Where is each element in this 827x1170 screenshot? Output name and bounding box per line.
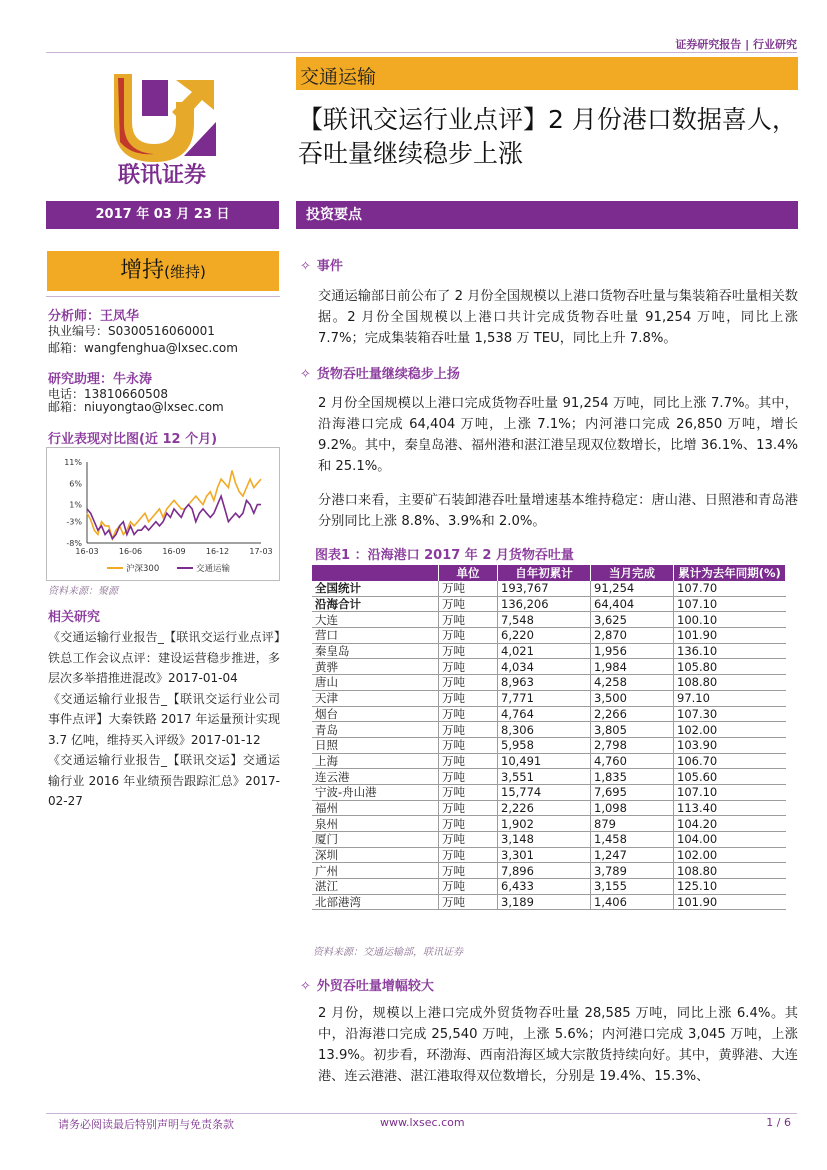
table-cell: 万吨 <box>439 784 498 800</box>
analyst-email[interactable]: 邮箱：wangfenghua@lxsec.com <box>48 341 238 355</box>
table-cell: 深圳 <box>312 847 439 863</box>
table-cell: 3,301 <box>498 847 591 863</box>
footer-divider <box>46 1113 797 1114</box>
table-cell: 营口 <box>312 628 439 644</box>
y-tick-label: 11% <box>64 458 82 467</box>
page-number: 1 / 6 <box>766 1116 791 1129</box>
table-cell: 泉州 <box>312 816 439 832</box>
report-date: 2017 年 03 月 23 日 <box>46 201 279 229</box>
table-cell: 万吨 <box>439 596 498 612</box>
table-cell: 全国统计 <box>312 581 439 596</box>
table-cell: 7,548 <box>498 612 591 628</box>
table-cell: 万吨 <box>439 643 498 659</box>
table-cell: 5,958 <box>498 737 591 753</box>
table-cell: 64,404 <box>591 596 674 612</box>
table-row <box>312 737 786 753</box>
table-row <box>312 784 786 800</box>
section-bar <box>296 201 798 229</box>
logo-purple-block <box>142 80 168 116</box>
table-row <box>312 675 786 691</box>
table-cell: 3,148 <box>498 832 591 848</box>
table-cell: 101.90 <box>674 894 786 910</box>
port-throughput-table <box>312 565 786 910</box>
table-cell: 万吨 <box>439 863 498 879</box>
table-cell: 3,805 <box>591 722 674 738</box>
table-cell: 1,902 <box>498 816 591 832</box>
table-cell: 2,266 <box>591 706 674 722</box>
table-cell: 1,406 <box>591 894 674 910</box>
table-cell: 北部港湾 <box>312 894 439 910</box>
table-cell: 107.10 <box>674 784 786 800</box>
table-row <box>312 659 786 675</box>
table-cell: 91,254 <box>591 581 674 596</box>
table-cell: 唐山 <box>312 675 439 691</box>
logo-company-name: 联讯证券 <box>117 163 207 188</box>
table-row <box>312 863 786 879</box>
y-tick-label: -3% <box>66 517 82 527</box>
table-cell: 107.70 <box>674 581 786 596</box>
sector-bar <box>296 57 798 90</box>
table-cell: 2,798 <box>591 737 674 753</box>
table-cell: 102.00 <box>674 847 786 863</box>
diamond-icon: ✧ <box>300 259 311 274</box>
table-cell: 厦门 <box>312 832 439 848</box>
table-row <box>312 596 786 612</box>
table-cell: 沿海合计 <box>312 596 439 612</box>
table-cell: 万吨 <box>439 800 498 816</box>
event-heading: ✧ 事件 <box>300 259 343 274</box>
table-cell: 烟台 <box>312 706 439 722</box>
table-cell: 105.60 <box>674 769 786 785</box>
cargo-paragraph-1: 2 月份全国规模以上港口完成货物吞吐量 91,254 万吨，同比上涨 7.7%。其中，沿海港口完成 64,404 万吨，上涨 7.1%；内河港口完成 26,850 万吨，增长 9.2%。其中，秦皇岛港、福州港和湛江港呈现双位数增长，比增 36.1%、13.4%和 25.1%。 <box>318 396 798 474</box>
table-row <box>312 800 786 816</box>
y-tick-label: 1% <box>69 500 82 510</box>
related-title: 相关研究 <box>48 610 101 625</box>
table-cell: 万吨 <box>439 847 498 863</box>
table-cell: 青岛 <box>312 722 439 738</box>
table-cell: 7,695 <box>591 784 674 800</box>
table-cell: 4,764 <box>498 706 591 722</box>
table-cell: 6,220 <box>498 628 591 644</box>
legend-label: 沪深300 <box>126 564 160 574</box>
diamond-icon: ✧ <box>300 979 311 994</box>
event-paragraph: 交通运输部日前公布了 2 月份全国规模以上港口货物吞吐量与集装箱吞吐量相关数据。2 月份全国规模以上港口共计完成货物吞吐量 91,254 万吨，同比上涨 7.7%；完成集装箱吞吐量 1,538 万 TEU，同比上升 7.8%。 <box>318 289 798 346</box>
table-cell: 秦皇岛 <box>312 643 439 659</box>
x-tick-label: 16-12 <box>205 547 230 556</box>
related-item[interactable]: 《交通运输行业报告_【联讯交运行业公司事件点评】大秦铁路 2017 年运量预计实现 3.7 亿吨，维持买入评级》2017-01-12 <box>48 691 280 747</box>
table-cell: 3,500 <box>591 690 674 706</box>
foreign-heading: ✧ 外贸吞吐量增幅较大 <box>300 979 434 994</box>
table-cell: 6,433 <box>498 879 591 895</box>
table-cell: 108.80 <box>674 863 786 879</box>
table-row <box>312 722 786 738</box>
table-cell: 105.80 <box>674 659 786 675</box>
column-header: 累计为去年同期(%) <box>674 565 786 581</box>
assistant-phone: 电话：13810660508 <box>48 387 168 401</box>
table-cell: 101.90 <box>674 628 786 644</box>
table-cell: 万吨 <box>439 737 498 753</box>
table-cell: 万吨 <box>439 894 498 910</box>
table-title: 图表1 ：沿海港口 2017 年 2 月货物吞吐量 <box>315 548 574 563</box>
column-header: 自年初累计 <box>498 565 591 581</box>
table-row <box>312 643 786 659</box>
footer-disclaimer[interactable]: 请务必阅读最后特别声明与免责条款 <box>58 1118 234 1131</box>
table-cell: 107.30 <box>674 706 786 722</box>
table-row <box>312 847 786 863</box>
table-row <box>312 753 786 769</box>
column-header: 当月完成 <box>591 565 674 581</box>
y-tick-label: -8% <box>66 539 82 548</box>
table-cell: 1,984 <box>591 659 674 675</box>
column-header <box>312 565 439 581</box>
table-cell: 万吨 <box>439 769 498 785</box>
sector-label: 交通运输 <box>300 66 377 88</box>
footer-website[interactable]: www.lxsec.com <box>380 1116 465 1129</box>
analyst-name: 分析师：王凤华 <box>48 309 140 324</box>
table-cell: 3,551 <box>498 769 591 785</box>
table-cell: 4,021 <box>498 643 591 659</box>
table-cell: 4,760 <box>591 753 674 769</box>
table-cell: 1,098 <box>591 800 674 816</box>
table-cell: 136.10 <box>674 643 786 659</box>
table-cell: 万吨 <box>439 612 498 628</box>
table-cell: 3,789 <box>591 863 674 879</box>
table-cell: 8,306 <box>498 722 591 738</box>
cargo-paragraph-2: 分港口来看，主要矿石装卸港吞吐量增速基本维持稳定：唐山港、日照港和青岛港分别同比上涨 8.8%、3.9%和 2.0%。 <box>318 493 798 529</box>
table-cell: 136,206 <box>498 596 591 612</box>
table-cell: 黄骅 <box>312 659 439 675</box>
assistant-email[interactable]: 邮箱：niuyongtao@lxsec.com <box>48 400 224 414</box>
series-line-transport <box>87 496 261 539</box>
x-tick-label: 16-03 <box>75 547 99 556</box>
analyst-cert: 执业编号：S0300516060001 <box>48 324 215 338</box>
table-cell: 宁波-舟山港 <box>312 784 439 800</box>
table-cell: 2,226 <box>498 800 591 816</box>
table-cell: 万吨 <box>439 879 498 895</box>
table-cell: 3,189 <box>498 894 591 910</box>
table-cell: 1,835 <box>591 769 674 785</box>
table-cell: 福州 <box>312 800 439 816</box>
company-logo <box>92 62 232 188</box>
table-cell: 4,034 <box>498 659 591 675</box>
rating-sub: (维持) <box>164 263 206 281</box>
table-cell: 万吨 <box>439 816 498 832</box>
assistant-name: 研究助理：牛永涛 <box>48 372 153 387</box>
table-cell: 193,767 <box>498 581 591 596</box>
table-cell: 广州 <box>312 863 439 879</box>
table-cell: 万吨 <box>439 690 498 706</box>
rating-divider <box>46 296 280 297</box>
table-cell: 7,896 <box>498 863 591 879</box>
table-cell: 万吨 <box>439 753 498 769</box>
related-item[interactable]: 《交通运输行业报告_【联讯交运行业点评】铁总工作会议点评：建设运营稳步推进，多层次多举措推进混改》2017-01-04 <box>48 630 280 685</box>
table-cell: 上海 <box>312 753 439 769</box>
table-cell: 879 <box>591 816 674 832</box>
table-row <box>312 581 786 596</box>
rating-box <box>47 251 279 291</box>
table-cell: 15,774 <box>498 784 591 800</box>
table-row <box>312 690 786 706</box>
table-cell: 日照 <box>312 737 439 753</box>
table-cell: 106.70 <box>674 753 786 769</box>
diamond-icon: ✧ <box>300 367 311 382</box>
table-cell: 万吨 <box>439 706 498 722</box>
cargo-heading: ✧ 货物吞吐量继续稳步上扬 <box>300 367 460 382</box>
table-cell: 104.00 <box>674 832 786 848</box>
table-cell: 107.10 <box>674 596 786 612</box>
table-row <box>312 832 786 848</box>
table-cell: 7,771 <box>498 690 591 706</box>
table-cell: 连云港 <box>312 769 439 785</box>
legend-label: 交通运输 <box>196 564 231 574</box>
table-cell: 113.40 <box>674 800 786 816</box>
table-header-row <box>312 565 786 581</box>
x-tick-label: 17-03 <box>249 547 273 556</box>
y-tick-label: 6% <box>69 479 82 489</box>
table-cell: 1,247 <box>591 847 674 863</box>
table-cell: 湛江 <box>312 879 439 895</box>
table-cell: 104.20 <box>674 816 786 832</box>
performance-chart <box>47 448 279 580</box>
report-type-label: 证券研究报告 | 行业研究 <box>675 38 797 51</box>
column-header: 单位 <box>439 565 498 581</box>
table-row <box>312 894 786 910</box>
table-cell: 万吨 <box>439 675 498 691</box>
header-divider <box>46 52 797 53</box>
table-cell: 8,963 <box>498 675 591 691</box>
table-cell: 3,155 <box>591 879 674 895</box>
table-cell: 万吨 <box>439 722 498 738</box>
table-cell: 1,956 <box>591 643 674 659</box>
table-row <box>312 879 786 895</box>
table-cell: 125.10 <box>674 879 786 895</box>
foreign-paragraph: 2 月份，规模以上港口完成外贸货物吞吐量 28,585 万吨，同比上涨 6.4%。其中，沿海港口完成 25,540 万吨，上涨 5.6%；内河港口完成 3,045 万吨，上涨 13.9%。初步看，环渤海、西南沿海区域大宗散货持续向好。其中，黄骅港、大连港、连云港港、湛江港取得双位数增长，分别是 19.4%、15.3%、 <box>318 1006 798 1084</box>
table-row <box>312 769 786 785</box>
table-row <box>312 612 786 628</box>
report-title: 【联讯交运行业点评】2 月份港口数据喜人，吞吐量继续稳步上涨 <box>298 105 797 168</box>
table-cell: 97.10 <box>674 690 786 706</box>
table-row <box>312 628 786 644</box>
chart-title: 行业表现对比图(近 12 个月) <box>48 432 218 447</box>
table-cell: 103.90 <box>674 737 786 753</box>
table-cell: 天津 <box>312 690 439 706</box>
table-cell: 万吨 <box>439 628 498 644</box>
table-cell: 1,458 <box>591 832 674 848</box>
table-cell: 万吨 <box>439 832 498 848</box>
table-cell: 100.10 <box>674 612 786 628</box>
chart-source: 资料来源：聚源 <box>48 586 118 597</box>
table-cell: 10,491 <box>498 753 591 769</box>
x-tick-label: 16-06 <box>118 547 143 556</box>
related-list <box>48 627 280 812</box>
table-cell: 3,625 <box>591 612 674 628</box>
table-cell: 108.80 <box>674 675 786 691</box>
related-item[interactable]: 《交通运输行业报告_【联讯交运】交通运输行业 2016 年业绩预告跟踪汇总》2017-02-27 <box>48 753 280 808</box>
section-title: 投资要点 <box>306 207 362 223</box>
table-cell: 4,258 <box>591 675 674 691</box>
table-cell: 万吨 <box>439 581 498 596</box>
table-cell: 万吨 <box>439 659 498 675</box>
x-tick-label: 16-09 <box>162 547 186 556</box>
table-cell: 2,870 <box>591 628 674 644</box>
series-line-hs300 <box>87 471 261 539</box>
table-cell: 大连 <box>312 612 439 628</box>
table-row <box>312 706 786 722</box>
table-source: 资料来源：交通运输部，联讯证券 <box>313 947 463 958</box>
performance-chart-frame <box>46 447 280 581</box>
table-row <box>312 816 786 832</box>
table-cell: 102.00 <box>674 722 786 738</box>
rating-value: 增持 <box>120 258 165 283</box>
